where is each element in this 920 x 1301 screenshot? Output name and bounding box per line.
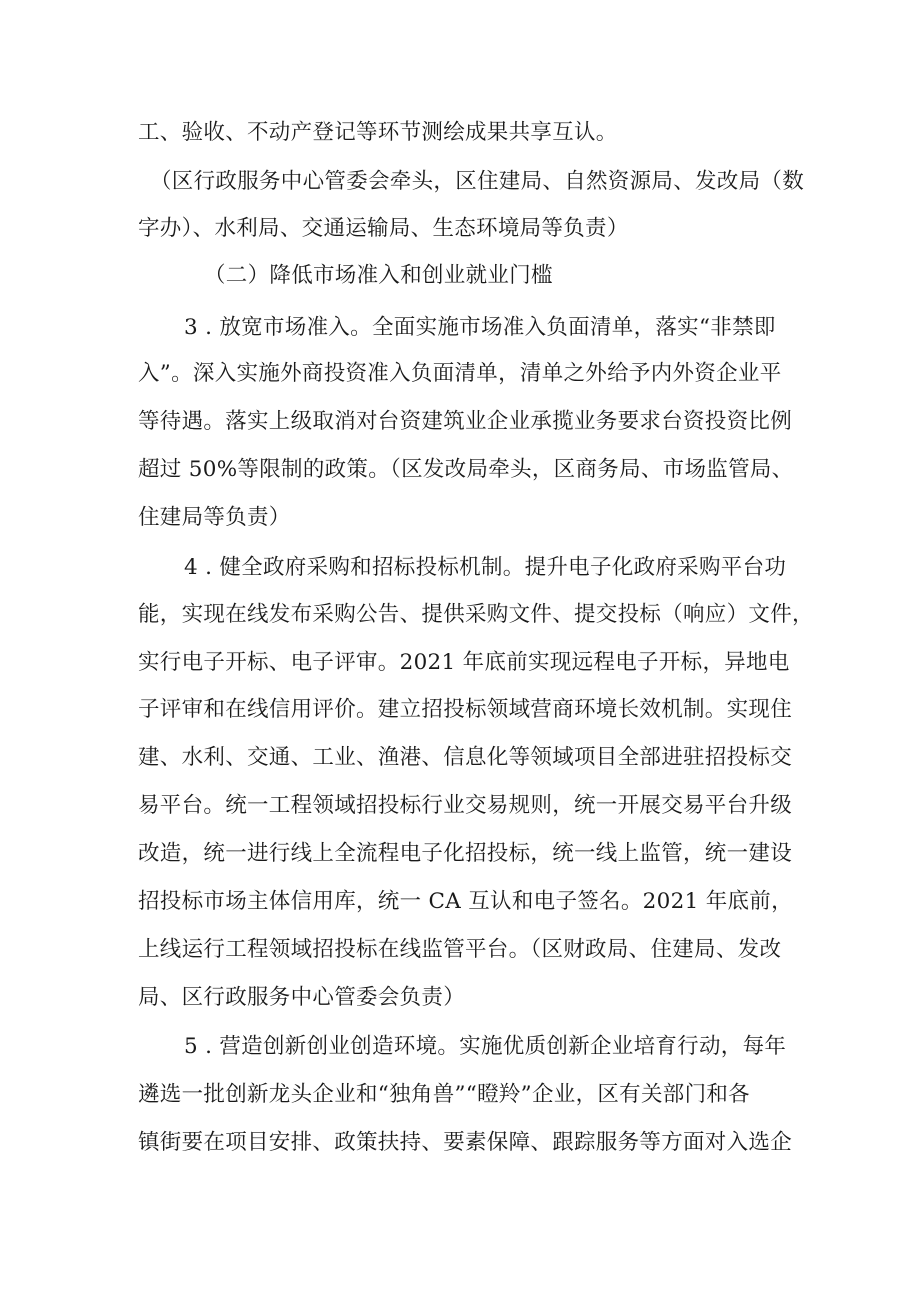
text-line: 工、验收、不动产登记等环节测绘成果共享互认。: [138, 120, 618, 145]
paragraph-start: 4 . 健全政府采购和招标投标机制。提升电子化政府采购平台功: [184, 555, 787, 580]
text-line: 等待遇。落实上级取消对台资建筑业企业承揽业务要求台资投资比例: [138, 409, 793, 434]
paragraph-start: 3 . 放宽市场准入。全面实施市场准入负面清单，落实“非禁即: [184, 315, 776, 340]
text-line: 住建局等负责）: [138, 505, 291, 530]
text-line: 招投标市场主体信用库，统一 CA 互认和电子签名。2021 年底前，: [138, 889, 793, 914]
text-line: 能，实现在线发布采购公告、提供采购文件、提交投标（响应）文件，: [138, 602, 814, 627]
text-line: 入”。深入实施外商投资准入负面清单，清单之外给予内外资企业平: [138, 361, 782, 386]
text-line: 改造，统一进行线上全流程电子化招投标，统一线上监管，统一建设: [138, 841, 793, 866]
text-line: 局、区行政服务中心管委会负责）: [138, 985, 466, 1010]
text-line: 建、水利、交通、工业、渔港、信息化等领域项目全部进驻招投标交: [138, 745, 793, 770]
text-line: 实行电子开标、电子评审。2021 年底前实现远程电子开标，异地电: [138, 650, 790, 675]
text-line: 超过 50%等限制的政策。（区发改局牵头，区商务局、市场监管局、: [138, 457, 794, 482]
text-line: （区行政服务中心管委会牵头，区住建局、自然资源局、发改局（数: [150, 169, 805, 194]
text-line: 上线运行工程领域招投标在线监管平台。（区财政局、住建局、发改: [138, 937, 782, 962]
text-line: 遴选一批创新龙头企业和“独角兽”“瞪羚”企业，区有关部门和各: [138, 1082, 750, 1107]
paragraph-start: 5 . 营造创新创业创造环境。实施优质创新企业培育行动，每年: [184, 1034, 787, 1059]
section-heading: （二）降低市场准入和创业就业门槛: [204, 263, 553, 288]
text-line: 镇街要在项目安排、政策扶持、要素保障、跟踪服务等方面对入选企: [138, 1130, 793, 1155]
text-line: 子评审和在线信用评价。建立招投标领域营商环境长效机制。实现住: [138, 697, 793, 722]
text-line: 易平台。统一工程领域招投标行业交易规则，统一开展交易平台升级: [138, 793, 793, 818]
text-line: 字办）、水利局、交通运输局、生态环境局等负责）: [138, 216, 629, 241]
